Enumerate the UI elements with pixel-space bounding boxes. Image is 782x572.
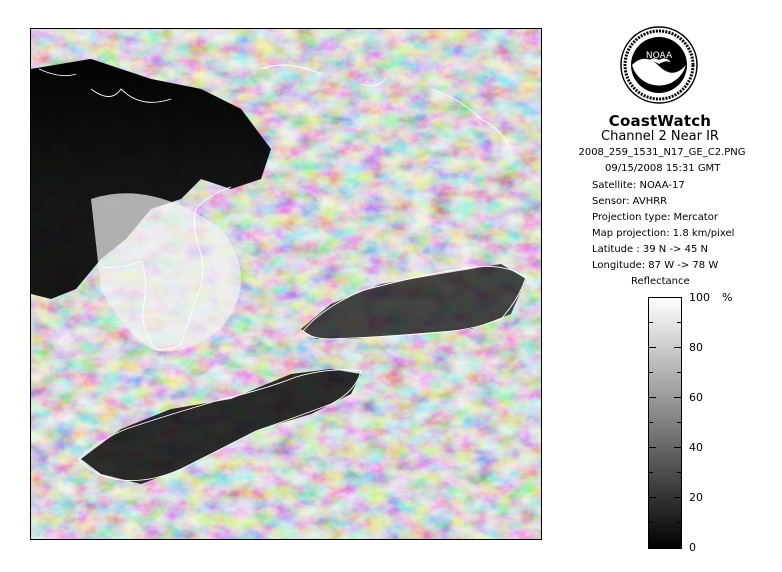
- colorbar-unit: %: [722, 291, 733, 304]
- colorbar-minor-tick: [677, 522, 682, 523]
- colorbar-tick: [648, 547, 656, 548]
- colorbar-tick-label: 80: [689, 341, 703, 354]
- datetime-label: 09/15/2008 15:31 GMT: [605, 163, 721, 174]
- colorbar-tick-label: 40: [689, 441, 703, 454]
- channel-label: Channel 2 Near IR: [601, 129, 719, 144]
- colorbar: [648, 297, 682, 549]
- longitude-label: Longitude: 87 W -> 78 W: [592, 260, 719, 271]
- colorbar-tick: [674, 397, 682, 398]
- colorbar-minor-tick: [677, 422, 682, 423]
- colorbar-tick: [648, 447, 656, 448]
- satellite-image: [30, 28, 542, 540]
- app-title: CoastWatch: [608, 112, 712, 130]
- colorbar-minor-tick: [648, 522, 653, 523]
- colorbar-tick-label: 20: [689, 491, 703, 504]
- sensor-label: Sensor: AVHRR: [592, 196, 668, 207]
- colorbar-minor-tick: [648, 422, 653, 423]
- colorbar-minor-tick: [677, 472, 682, 473]
- noaa-logo-icon: [619, 22, 699, 108]
- projection-label: Projection type: Mercator: [592, 212, 718, 223]
- colorbar-minor-tick: [677, 322, 682, 323]
- colorbar-tick: [674, 297, 682, 298]
- colorbar-tick: [648, 347, 656, 348]
- colorbar-tick: [648, 397, 656, 398]
- colorbar-tick: [674, 447, 682, 448]
- satellite-image-render: [31, 29, 542, 540]
- colorbar-tick: [674, 497, 682, 498]
- colorbar-title: Reflectance: [631, 276, 690, 287]
- map-projection-label: Map projection: 1.8 km/pixel: [592, 228, 735, 239]
- colorbar-minor-tick: [648, 372, 653, 373]
- noaa-logo: [619, 22, 699, 108]
- colorbar-tick-label: 60: [689, 391, 703, 404]
- colorbar-tick: [648, 497, 656, 498]
- latitude-label: Latitude : 39 N -> 45 N: [592, 244, 708, 255]
- colorbar-minor-tick: [677, 372, 682, 373]
- satellite-label: Satellite: NOAA-17: [592, 180, 685, 191]
- filename-label: 2008_259_1531_N17_GE_C2.PNG: [578, 147, 746, 158]
- colorbar-tick: [674, 347, 682, 348]
- colorbar-tick-label: 0: [689, 541, 696, 554]
- colorbar-minor-tick: [648, 472, 653, 473]
- colorbar-tick-label: 100: [689, 291, 710, 304]
- colorbar-tick: [648, 297, 656, 298]
- logo-text: NOAA: [645, 51, 673, 61]
- colorbar-tick: [674, 547, 682, 548]
- colorbar-minor-tick: [648, 322, 653, 323]
